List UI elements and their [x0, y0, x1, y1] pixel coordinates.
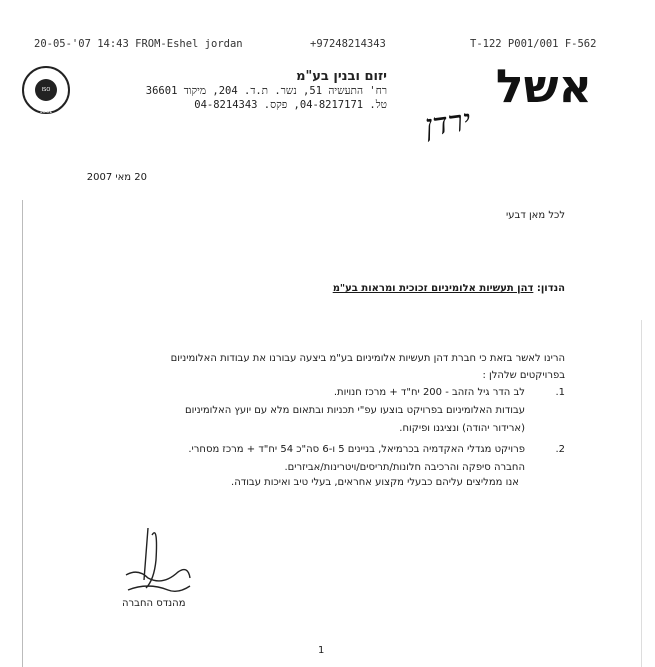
list-item: [65, 441, 565, 477]
logo-script: ירדן: [422, 102, 473, 145]
letter-subject: [333, 283, 565, 294]
intro-line: הרינו לאשר בזאת כי חברת דהן תעשיות אלומיניום בע"מ ביצעה עבורנו את עבודות האלומיניום: [170, 353, 565, 364]
scan-edge-line: [22, 200, 23, 667]
logo-main: אשל: [495, 59, 592, 113]
handwritten-signature: [118, 520, 198, 630]
intro-line: בפרויקטים שלהלן :: [482, 370, 565, 381]
subject-text: דהן תעשיות אלומיניום זכוכית ומראות בע"מ: [332, 283, 534, 294]
iso-seal-icon: [22, 66, 70, 114]
letterhead: [0, 60, 655, 160]
fax-ref: T-122 P001/001 F-562: [470, 38, 597, 50]
item-line: החברה סיפקה והרכיבה חלונות/תריסים/ויטרינות/אביזרים.: [284, 462, 525, 473]
company-contact: טל. 04-8217171, פקס. 04-8214343: [194, 99, 387, 111]
closing-line: אנו ממליצים עליהם כבעלי מקצוע אחראים, בעלי טיב ואיכות עבודה.: [231, 477, 519, 488]
letter-date: 20 מאי 2007: [86, 172, 147, 183]
scan-edge-line: [641, 320, 642, 667]
item-number: 1.: [555, 387, 565, 398]
page-number: 1: [318, 645, 325, 656]
company-info: [146, 70, 387, 112]
subject-label: הנדון:: [536, 283, 565, 294]
fax-datetime: 20-05-'07 14:43 FROM-Eshel jordan: [34, 38, 243, 50]
item-number: 2.: [555, 444, 565, 455]
item-line: (ארידור יהודה) ונציגנו ופיקוח.: [399, 423, 525, 434]
list-item: [65, 384, 565, 438]
signer-title: מהנדס החברה: [122, 598, 186, 609]
intro-paragraph: [65, 350, 565, 384]
company-name: יזום ובנין בע"מ: [296, 69, 387, 84]
item-line: עבודות האלומיניום בפרויקט בוצעו עפ"י תכניות ובתאום מלא עם יועץ האלומיניום: [185, 405, 525, 416]
fax-number: +97248214343: [310, 38, 386, 50]
seal-text: ISO 9001: [35, 79, 57, 101]
letter-recipient: לכל מאן דבעי: [506, 210, 565, 221]
company-address: רח' התעשיה 51, נשר. ת.ד. 204, מיקוד 36601: [145, 85, 387, 97]
item-line: פרויקט מגדלי האקדמיה בכרמיאל, בניינים 5 ו-6 סה"כ 54 יח"ד + מרכז מסחרי.: [188, 444, 525, 455]
item-line: לב הדר גיל הזהב - 200 יח"ד + מרכז חנויות.: [333, 387, 525, 398]
